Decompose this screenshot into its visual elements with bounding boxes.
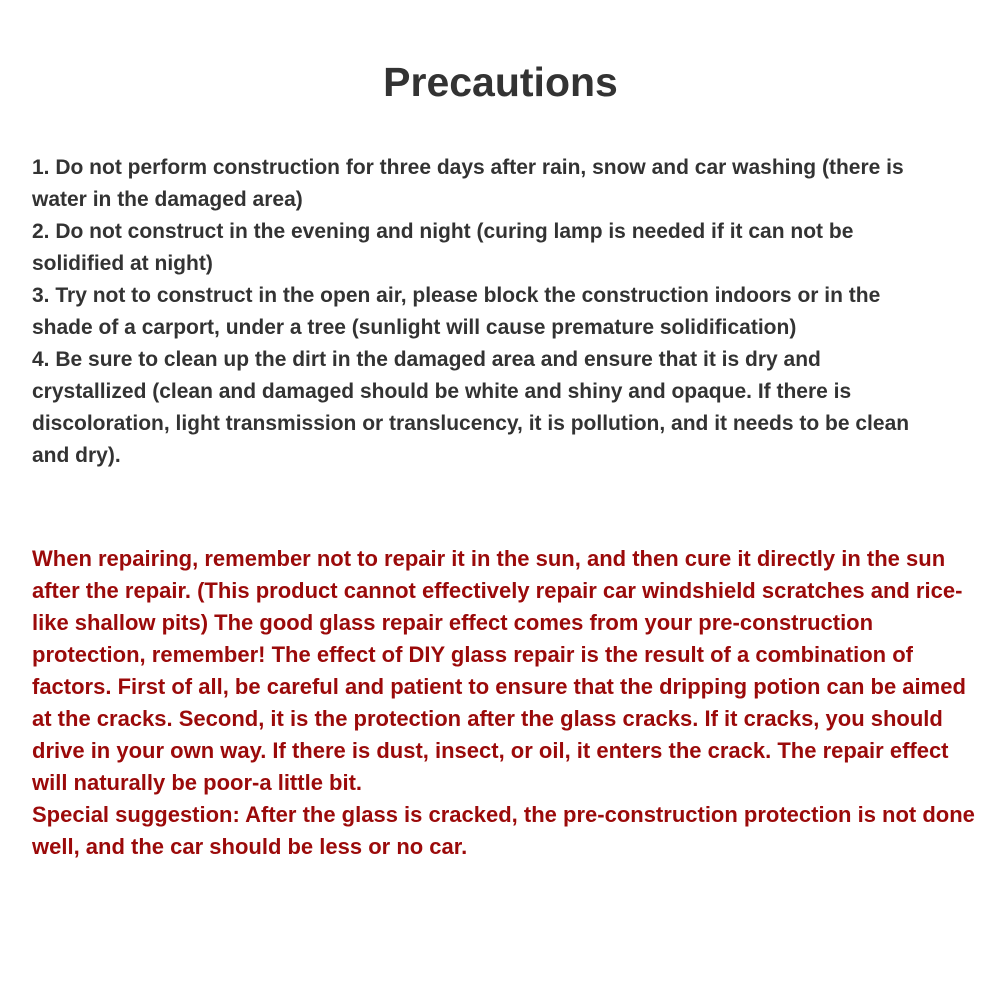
precaution-item-1: 1. Do not perform construction for three days after rain, snow and car washing (there is water in the damaged area) — [32, 156, 904, 211]
precaution-item-2: 2. Do not construct in the evening and night (curing lamp is needed if it can not be solidified at night) — [32, 220, 854, 275]
warning-paragraph: When repairing, remember not to repair it in the sun, and then cure it directly in the sun after the repair. (This product cannot effectively repair car windshield scratches and rice-like shallow pits) The good glass repair effect comes from your pre-construction protection, remember! The effect of DIY glass repair is the result of a combination of factors. First of all, be careful and patient to ensure that the dripping potion can be aimed at the cracks. Second, it is the protection after the glass cracks. If it cracks, you should drive in your own way. If there is dust, insect, or oil, it enters the crack. The repair effect will naturally be poor-a little bit. — [32, 546, 966, 795]
warning-block — [32, 543, 982, 863]
precaution-item-3: 3. Try not to construct in the open air, please block the construction indoors or in the shade of a carport, under a tree (sunlight will cause premature solidification) — [32, 284, 881, 339]
special-suggestion: Special suggestion: After the glass is cracked, the pre-construction protection is not done well, and the car should be less or no car. — [32, 802, 975, 859]
page-title: Precautions — [383, 59, 618, 105]
precaution-item-4: 4. Be sure to clean up the dirt in the damaged area and ensure that it is dry and crystallized (clean and damaged should be white and shiny and opaque. If there is discoloration, light transmission or translucency, it is pollution, and it needs to be clean and dry). — [32, 348, 910, 467]
precautions-list — [32, 152, 932, 472]
